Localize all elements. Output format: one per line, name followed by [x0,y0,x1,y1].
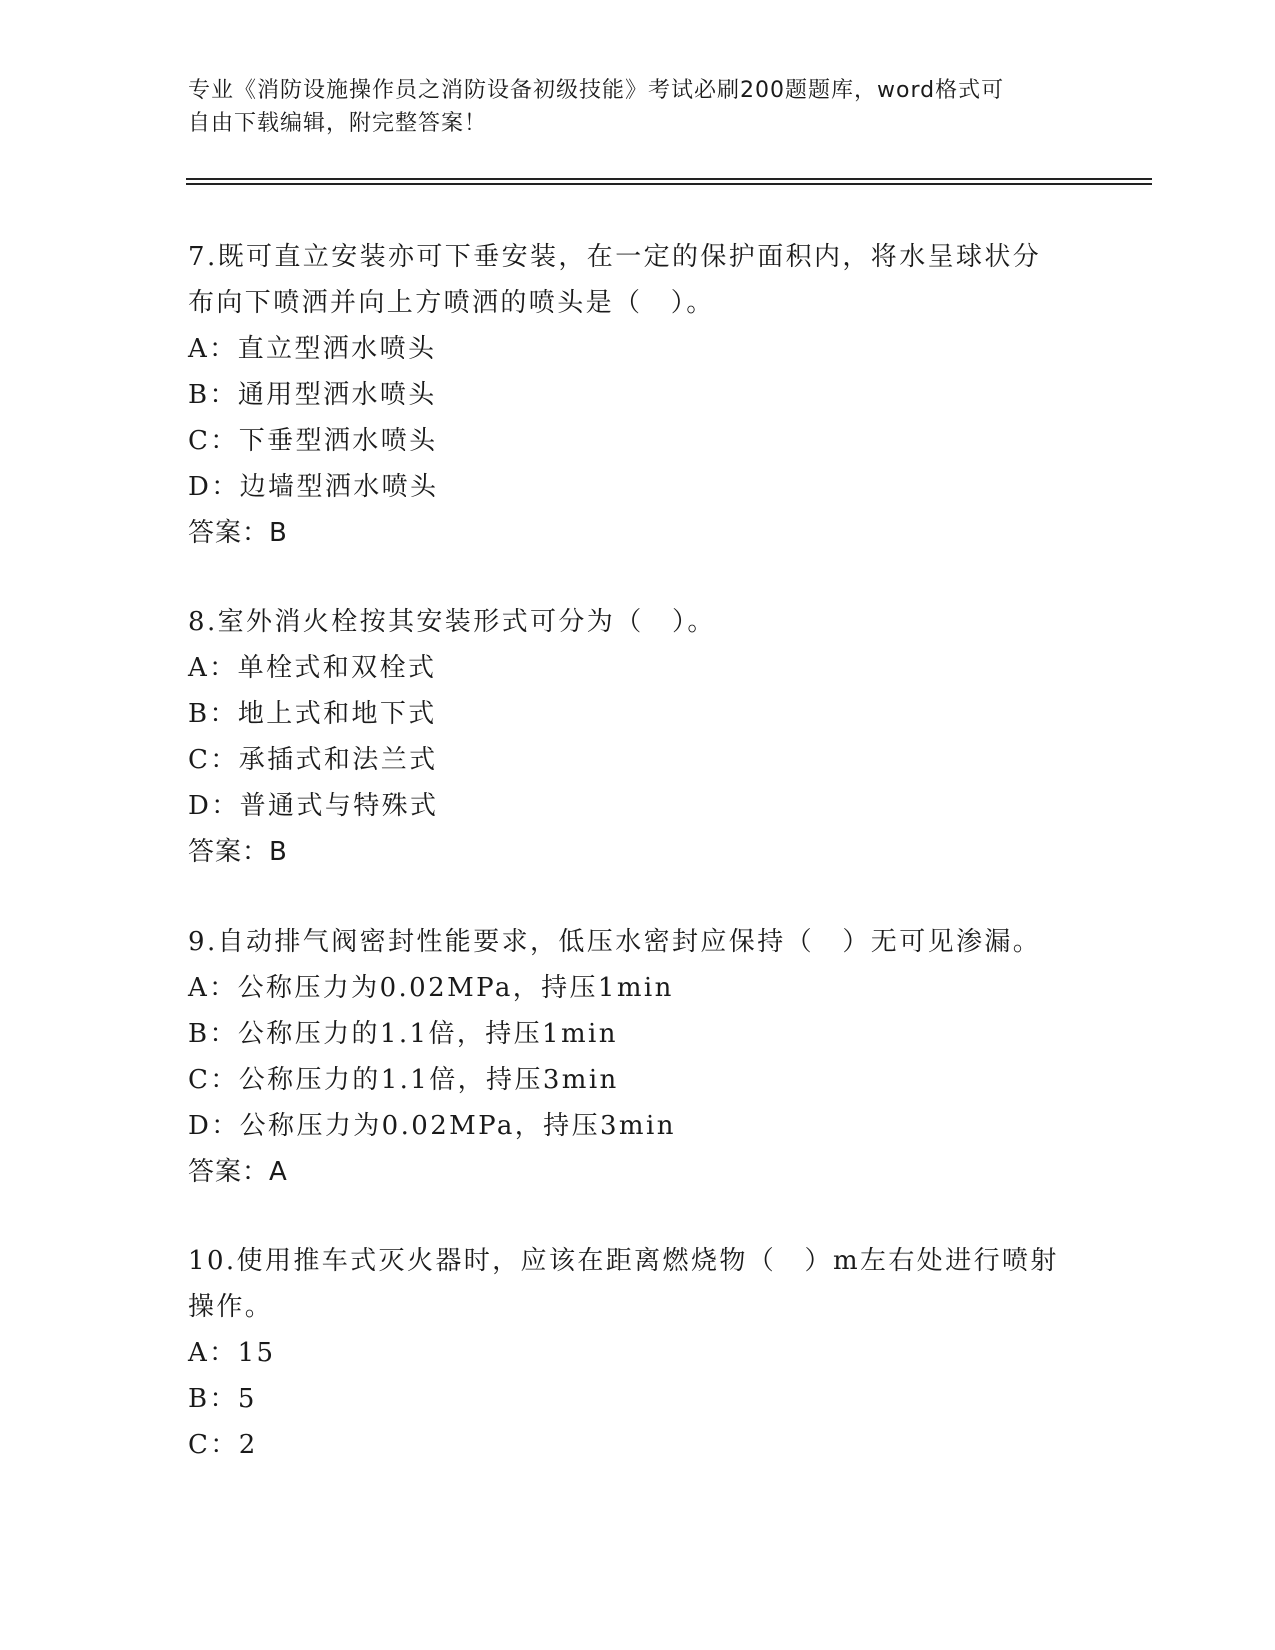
header-line-1: 专业《消防设施操作员之消防设备初级技能》考试必刷200题题库，word格式可 [188,78,1005,103]
header-line-2: 自由下载编辑，附完整答案！ [188,111,488,136]
question-7 [188,234,1068,556]
question-stem-line: 8.室外消火栓按其安装形式可分为（ ）。 [188,607,716,637]
header-divider-top [186,178,1152,180]
answer-label: 答案：B [188,837,288,867]
option-c: C：下垂型洒水喷头 [188,426,438,456]
answer-label: 答案：B [188,518,288,548]
option-d: D：边墙型洒水喷头 [188,472,439,502]
option-b: B：公称压力的1.1倍，持压1min [188,1019,618,1049]
question-10 [188,1238,1068,1468]
option-b: B：通用型洒水喷头 [188,380,437,410]
option-d: D：普通式与特殊式 [188,791,439,821]
option-a: A：15 [188,1338,276,1368]
option-b: B：5 [188,1384,257,1414]
question-stem-line: 10.使用推车式灭火器时，应该在距离燃烧物（ ）m左右处进行喷射 [188,1246,1059,1276]
header-divider-bottom [186,183,1152,185]
option-a: A：直立型洒水喷头 [188,334,437,364]
question-stem-line: 7.既可直立安装亦可下垂安装，在一定的保护面积内，将水呈球状分 [188,242,1042,272]
document-header [188,74,1068,140]
question-stem-line: 布向下喷洒并向上方喷洒的喷头是（ ）。 [188,288,715,318]
option-c: C：2 [188,1430,258,1460]
option-a: A：单栓式和双栓式 [188,653,437,683]
question-stem-line: 9.自动排气阀密封性能要求，低压水密封应保持（ ）无可见渗漏。 [188,927,1042,957]
option-c: C：公称压力的1.1倍，持压3min [188,1065,619,1095]
answer-label: 答案：A [188,1157,288,1187]
option-d: D：公称压力为0.02MPa，持压3min [188,1111,676,1141]
question-8 [188,599,1068,875]
question-stem-line: 操作。 [188,1292,274,1322]
question-9 [188,919,1068,1195]
option-c: C：承插式和法兰式 [188,745,438,775]
option-b: B：地上式和地下式 [188,699,437,729]
option-a: A：公称压力为0.02MPa，持压1min [188,973,674,1003]
